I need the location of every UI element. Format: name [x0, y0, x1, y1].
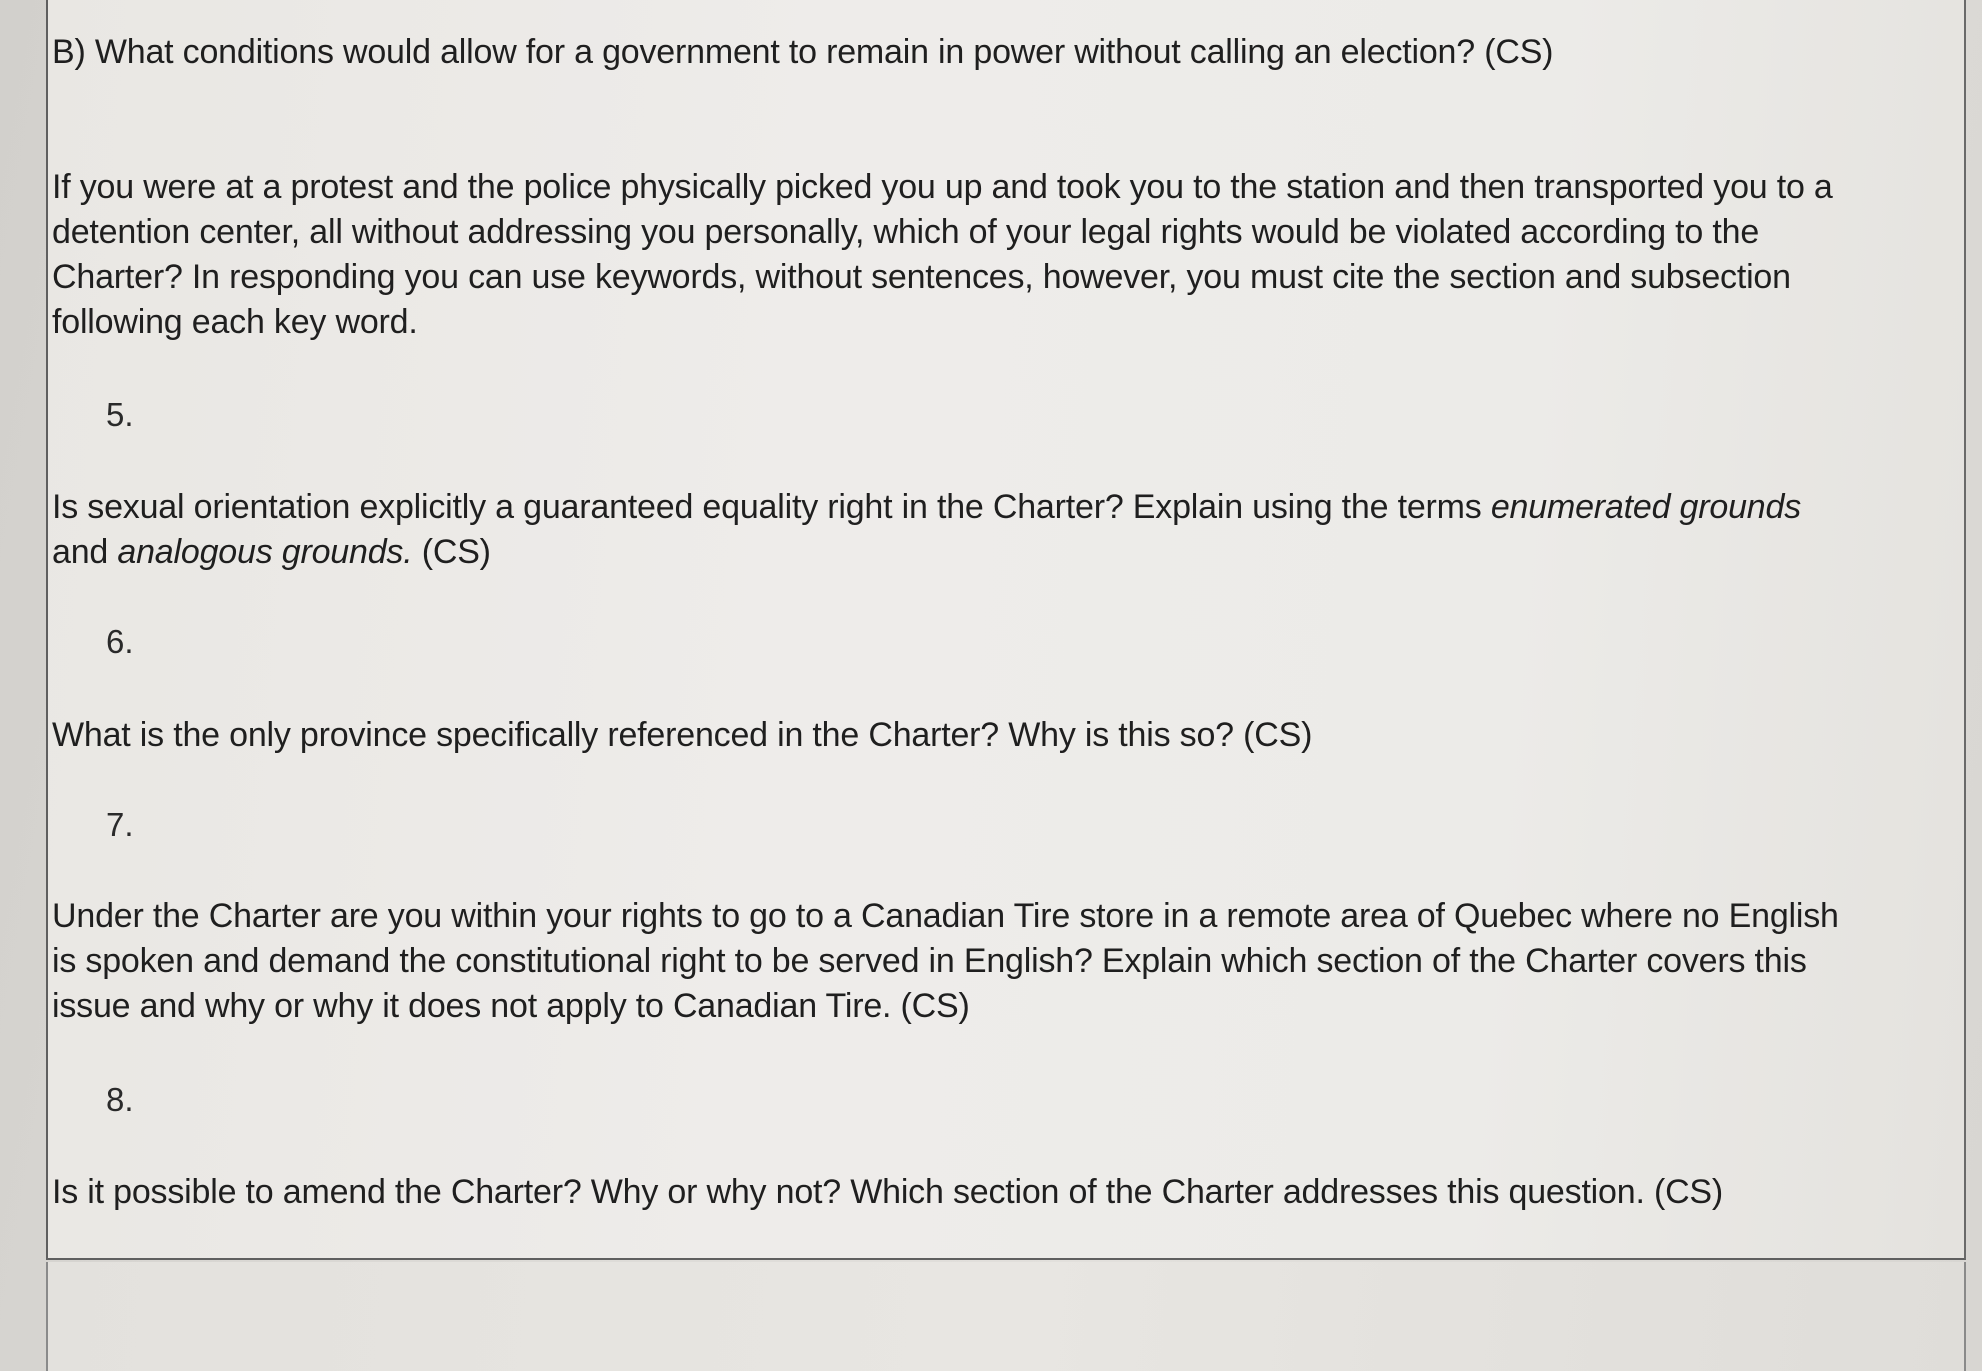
question-number-8: 8. — [106, 1081, 134, 1118]
question-number-7: 7. — [106, 806, 134, 843]
question-text: and — [52, 533, 118, 571]
question-number-6: 6. — [106, 623, 134, 660]
question-canadian-tire-line-1: Under the Charter are you within your rights to go to a Canadian Tire store in a remote area of Quebec where no English — [52, 897, 1839, 935]
question-protest-line-1: If you were at a protest and the police physically picked you up and took you to the station and then transported you to a — [52, 168, 1833, 206]
question-protest-line-4: following each key word. — [52, 303, 418, 341]
question-sexual-orientation-line-2 — [52, 530, 491, 575]
question-canadian-tire-line-3: issue and why or why it does not apply to Canadian Tire. (CS) — [52, 987, 970, 1025]
question-province: What is the only province specifically referenced in the Charter? Why is this so? (CS) — [52, 716, 1313, 754]
answer-area-below — [46, 1262, 1966, 1371]
question-text: (CS) — [412, 533, 491, 571]
term-enumerated-grounds: enumerated grounds — [1490, 488, 1802, 526]
question-b-conditions: B) What conditions would allow for a government to remain in power without calling an election? (CS) — [52, 33, 1554, 71]
question-amend: Is it possible to amend the Charter? Why or why not? Which section of the Charter addresses this question. (CS) — [52, 1173, 1724, 1211]
question-protest-line-3: Charter? In responding you can use keywords, without sentences, however, you must cite the section and subsection — [52, 258, 1791, 296]
question-number-5: 5. — [106, 396, 134, 433]
question-text: Is sexual orientation explicitly a guaranteed equality right in the Charter? Explain using the terms — [52, 488, 1491, 526]
term-analogous-grounds: analogous grounds. — [117, 533, 413, 571]
question-sexual-orientation-line-1 — [52, 485, 1801, 530]
question-canadian-tire-line-2: is spoken and demand the constitutional right to be served in English? Explain which section of the Charter covers this — [52, 942, 1807, 980]
question-protest-line-2: detention center, all without addressing you personally, which of your legal rights would be violated according to the — [52, 213, 1760, 251]
